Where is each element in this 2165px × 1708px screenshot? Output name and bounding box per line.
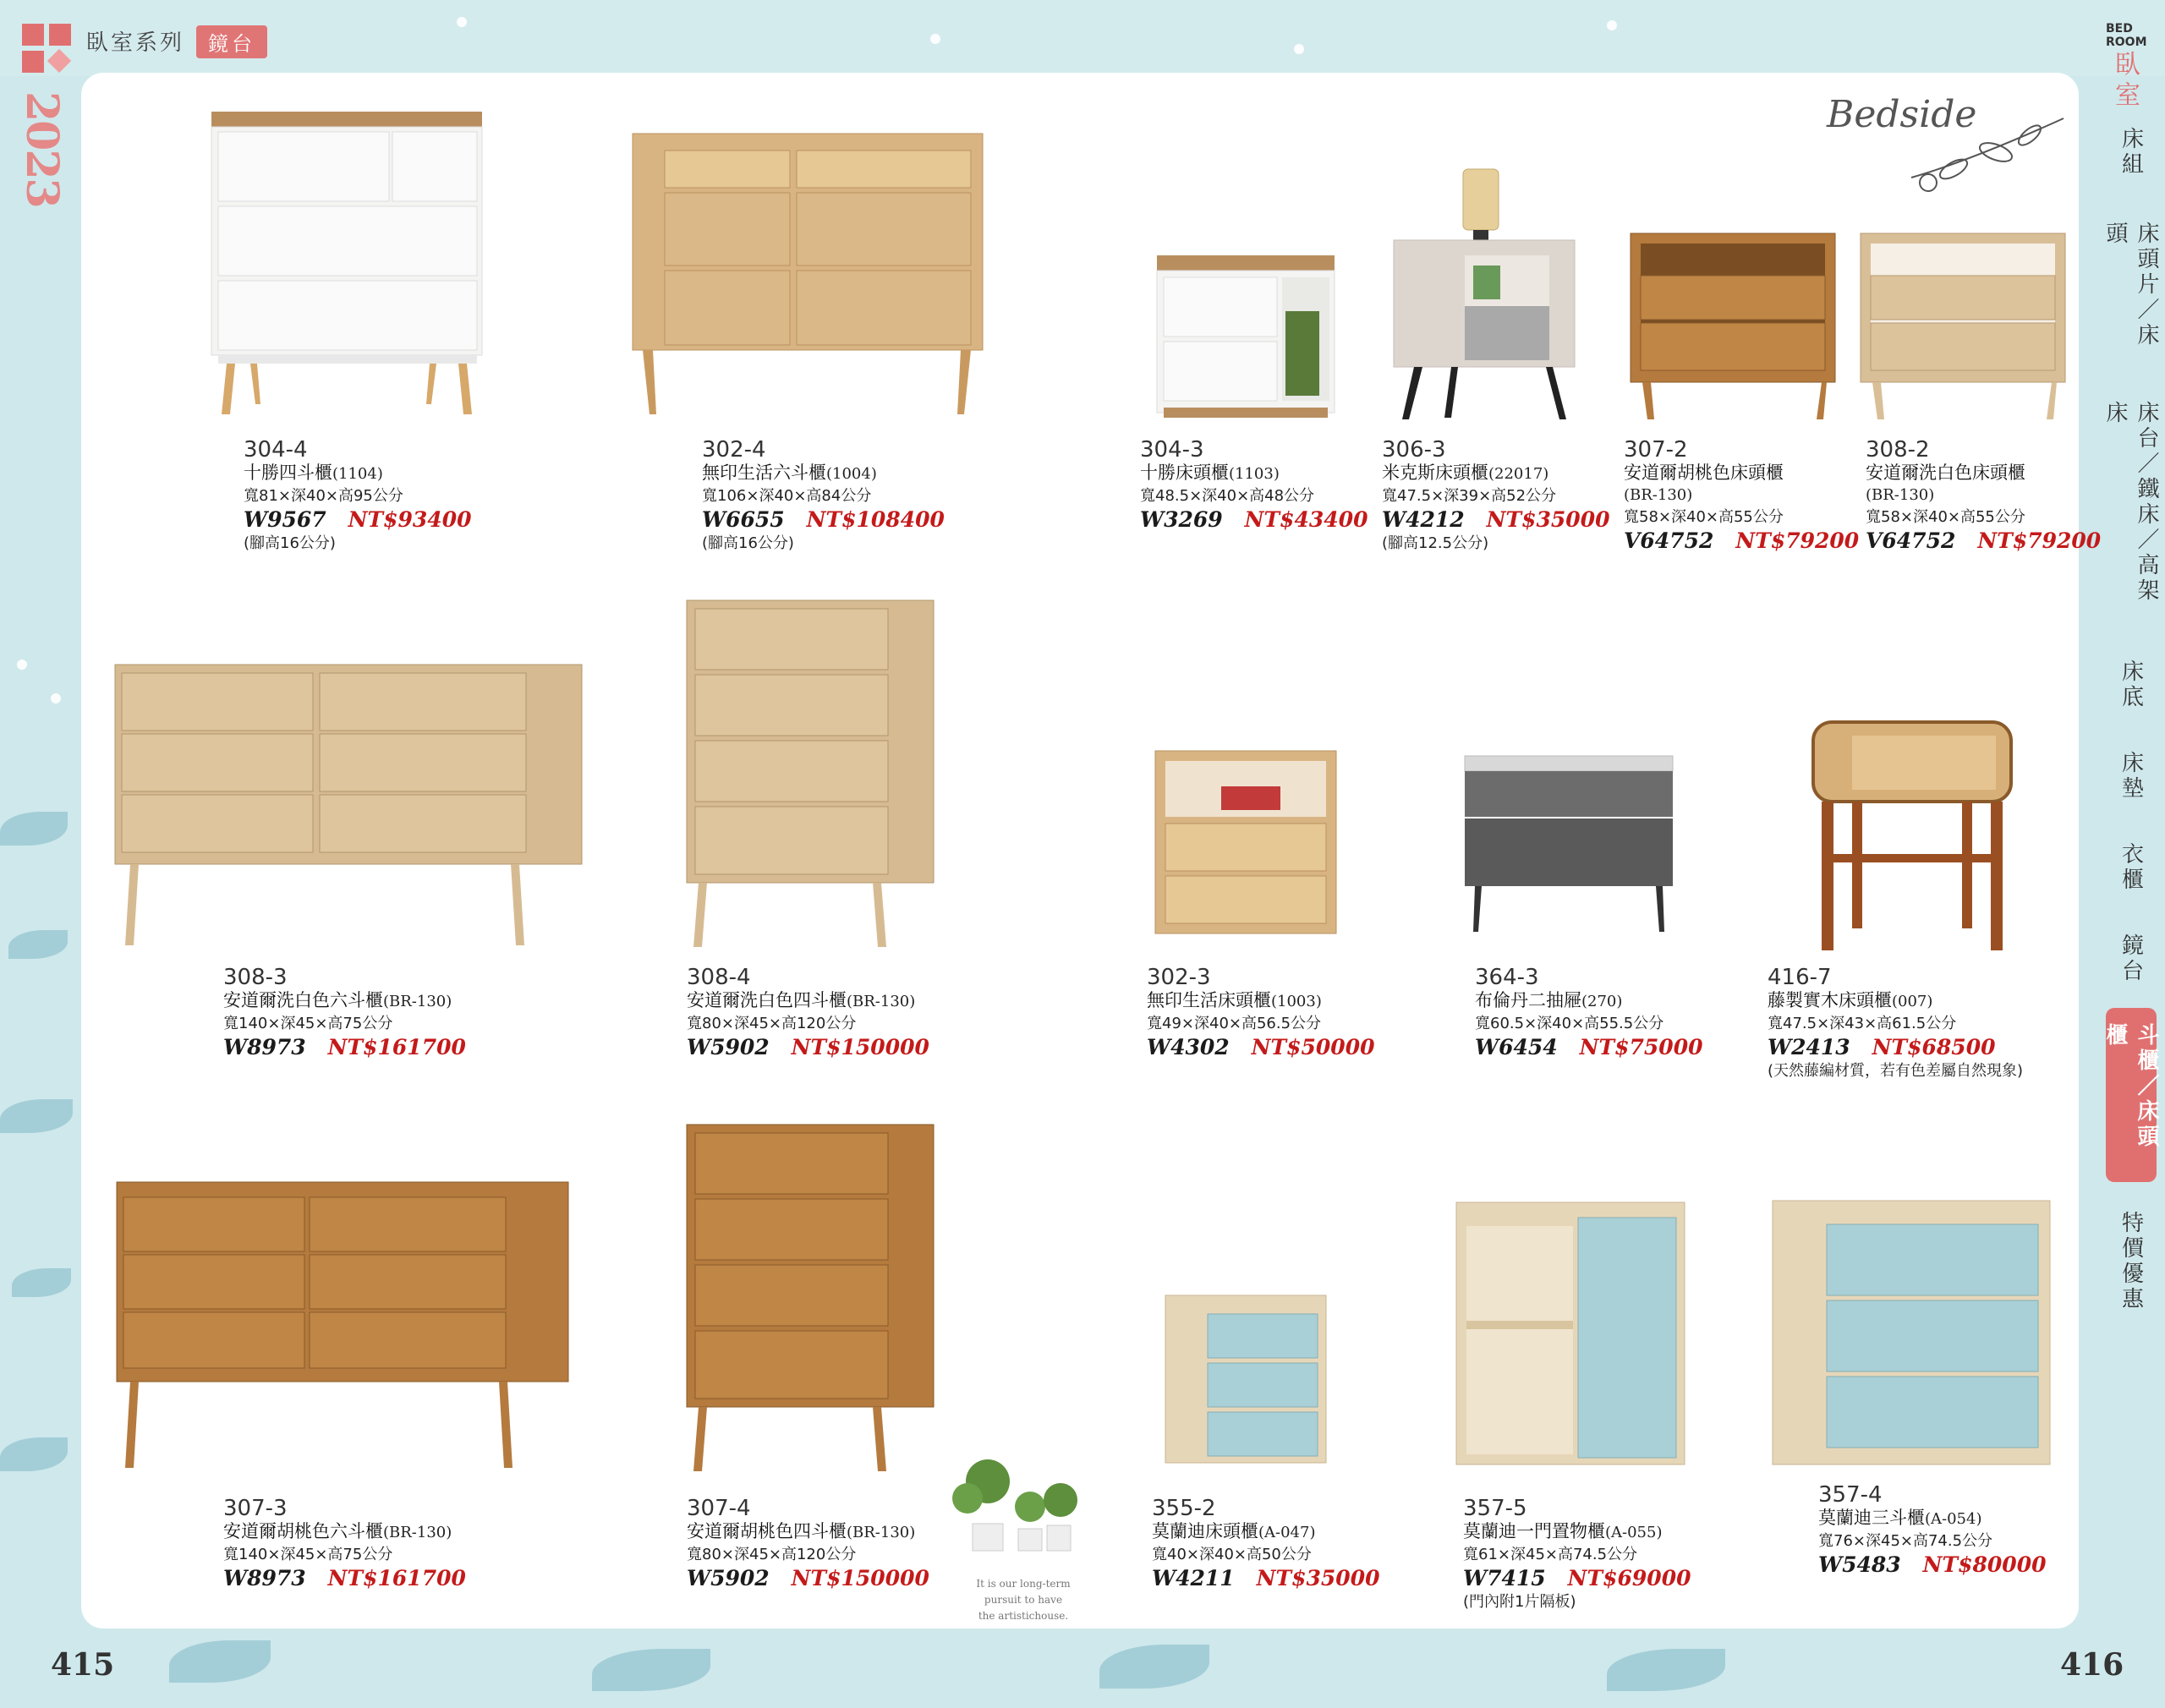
product-code: 416-7 [1768, 965, 1832, 990]
product-sku: W2413 [1768, 1035, 1850, 1059]
product-image-357-5 [1455, 1201, 1686, 1466]
product-dimensions: 寬61×深45×高74.5公分 [1463, 1546, 1638, 1563]
product-price: NT$79200 [1977, 528, 2102, 553]
product-price: NT$161700 [327, 1035, 466, 1059]
product-price: NT$80000 [1922, 1552, 2047, 1577]
product-sku: W7415 [1463, 1566, 1546, 1590]
product-model: (007) [1892, 993, 1933, 1010]
product-code: 308-2 [1866, 437, 1930, 463]
side-label-en: BED ROOM [2106, 22, 2147, 49]
quote-text: It is our long-term pursuit to have the artistichouse. [976, 1578, 1071, 1622]
product-dimensions: 寬58×深40×高55公分 [1624, 508, 1784, 526]
year-label: 2023 [16, 91, 68, 207]
product-name: 十勝四斗櫃 [244, 463, 332, 483]
dot-decoration [17, 660, 27, 670]
product-name: 米克斯床頭櫃 [1382, 463, 1488, 483]
product-model: (1104) [332, 465, 383, 483]
product-name: 無印生活六斗櫃 [702, 463, 826, 483]
leaf-decoration [0, 812, 68, 846]
product-sku: V64752 [1866, 528, 1956, 553]
nav-item-bed-base[interactable]: 床底 [2118, 660, 2144, 710]
product-sku: W5902 [687, 1566, 770, 1590]
product-sku: V64752 [1624, 528, 1714, 553]
product-price: NT$93400 [348, 507, 472, 532]
logo-squares [22, 24, 74, 76]
product-code: 304-4 [244, 437, 308, 463]
product-model: (BR-130) [383, 993, 452, 1010]
product-price: NT$50000 [1251, 1035, 1375, 1059]
product-code: 307-4 [687, 1496, 751, 1521]
nav-item-headboard[interactable]: 床頭片／床頭 [2102, 222, 2159, 348]
nav-item-mattress[interactable]: 床墊 [2118, 751, 2144, 802]
product-sku: W4302 [1147, 1035, 1230, 1059]
product-model: (BR-130) [847, 1524, 916, 1541]
product-sku: W6454 [1475, 1035, 1558, 1059]
product-sku: W4211 [1152, 1566, 1235, 1590]
product-card [244, 438, 471, 555]
product-code: 306-3 [1382, 437, 1446, 463]
product-model: (1103) [1229, 465, 1280, 483]
dot-decoration [457, 17, 467, 27]
product-image-308-3 [113, 663, 584, 945]
product-card [1382, 438, 1609, 555]
page-number-right: 416 [2060, 1647, 2124, 1683]
product-model: (A-055) [1605, 1524, 1663, 1541]
product-image-308-4 [685, 599, 935, 947]
product-dimensions: 寬58×深40×高55公分 [1866, 508, 2025, 526]
product-name: 藤製實木床頭櫃 [1768, 990, 1892, 1010]
leaf-decoration [8, 930, 68, 959]
product-price: NT$43400 [1244, 507, 1368, 532]
product-note: (門內附1片隔板) [1463, 1593, 1576, 1611]
product-image-416-7 [1810, 719, 2014, 952]
product-dimensions: 寬48.5×深40×高48公分 [1140, 487, 1315, 505]
product-name: 布倫丹二抽屜 [1475, 990, 1581, 1010]
leaf-decoration [1607, 1649, 1725, 1691]
product-dimensions: 寬140×深45×高75公分 [223, 1015, 393, 1032]
product-card [1768, 966, 2023, 1082]
product-dimensions: 寬80×深45×高120公分 [687, 1015, 857, 1032]
product-card [223, 966, 466, 1060]
side-label-zh: 臥室 [2110, 51, 2140, 112]
product-card [687, 966, 929, 1060]
product-sku: W5902 [687, 1035, 770, 1059]
product-name: 十勝床頭櫃 [1140, 463, 1229, 483]
leaf-decoration [0, 1437, 68, 1471]
nav-item-bed-set[interactable]: 床組 [2118, 127, 2144, 178]
product-name: 安道爾胡桃色四斗櫃 [687, 1521, 847, 1541]
category-tag: 鏡台 [196, 25, 267, 58]
product-code: 307-2 [1624, 437, 1688, 463]
product-price: NT$75000 [1579, 1035, 1703, 1059]
dot-decoration [1294, 44, 1304, 54]
product-sku: W8973 [223, 1035, 306, 1059]
nav-item-chest-nightstand[interactable]: 斗櫃／床頭櫃 [2106, 1008, 2157, 1182]
product-code: 355-2 [1152, 1496, 1216, 1521]
product-sku: W4212 [1382, 507, 1465, 532]
leaf-decoration [592, 1649, 710, 1691]
product-model: (1003) [1271, 993, 1322, 1010]
product-image-304-4 [210, 110, 484, 414]
product-code: 308-3 [223, 965, 288, 990]
product-card [702, 438, 945, 555]
product-dimensions: 寬106×深40×高84公分 [702, 487, 872, 505]
leaf-decoration [0, 1099, 73, 1133]
product-price: NT$35000 [1256, 1566, 1380, 1590]
page-number-left: 415 [51, 1647, 115, 1683]
product-image-307-4 [685, 1123, 935, 1471]
product-name: 安道爾洗白色六斗櫃 [223, 990, 383, 1010]
nav-item-dresser[interactable]: 鏡台 [2118, 933, 2144, 984]
product-code: 307-3 [223, 1496, 288, 1521]
bedside-title: Bedside [1827, 93, 1977, 136]
dot-decoration [51, 693, 61, 703]
product-image-364-3 [1463, 754, 1674, 932]
product-name: 安道爾洗白色床頭櫃 [1866, 463, 2025, 483]
product-card [1866, 438, 2101, 554]
product-model: (BR-130) [1866, 486, 1935, 504]
product-sku: W5483 [1818, 1552, 1901, 1577]
product-card [687, 1497, 929, 1591]
product-card [1152, 1497, 1379, 1591]
product-name: 無印生活床頭櫃 [1147, 990, 1271, 1010]
product-note: (腳高16公分) [702, 534, 794, 552]
product-name: 安道爾胡桃色六斗櫃 [223, 1521, 383, 1541]
header-band [0, 0, 2165, 76]
product-dimensions: 寬140×深45×高75公分 [223, 1546, 393, 1563]
dot-decoration [1607, 20, 1617, 30]
product-code: 364-3 [1475, 965, 1539, 990]
product-image-357-4 [1771, 1199, 2052, 1466]
product-model: (BR-130) [383, 1524, 452, 1541]
product-model: (BR-130) [1624, 486, 1693, 504]
product-card [1475, 966, 1702, 1060]
product-price: NT$69000 [1567, 1566, 1691, 1590]
product-dimensions: 寬47.5×深39×高52公分 [1382, 487, 1557, 505]
product-model: (270) [1581, 993, 1623, 1010]
plant-pots-icon [942, 1448, 1091, 1557]
product-name: 安道爾胡桃色床頭櫃 [1624, 463, 1784, 483]
product-image-307-3 [115, 1180, 570, 1468]
series-title: 臥室系列 [86, 30, 185, 56]
product-name: 安道爾洗白色四斗櫃 [687, 990, 847, 1010]
product-name: 莫蘭迪三斗櫃 [1818, 1508, 1925, 1528]
product-dimensions: 寬40×深40×高50公分 [1152, 1546, 1312, 1563]
product-sku: W9567 [244, 507, 326, 532]
product-model: (A-047) [1258, 1524, 1316, 1541]
product-image-302-4 [631, 132, 986, 414]
product-note: (腳高12.5公分) [1382, 534, 1489, 552]
product-price: NT$68500 [1872, 1035, 1996, 1059]
flower-branch-icon [1903, 110, 2072, 194]
product-name: 莫蘭迪床頭櫃 [1152, 1521, 1258, 1541]
product-model: (22017) [1488, 465, 1549, 483]
product-model: (A-054) [1925, 1510, 1982, 1528]
product-model: (BR-130) [847, 993, 916, 1010]
product-code: 357-4 [1818, 1482, 1883, 1508]
nav-item-bed-frame[interactable]: 床台／鐵床／高架床 [2102, 401, 2159, 604]
product-dimensions: 寬76×深45×高74.5公分 [1818, 1532, 1993, 1550]
product-price: NT$150000 [791, 1035, 929, 1059]
product-dimensions: 寬60.5×深40×高55.5公分 [1475, 1015, 1664, 1032]
product-image-306-3 [1392, 166, 1576, 419]
product-note: (腳高16公分) [244, 534, 336, 552]
leaf-decoration [169, 1640, 271, 1683]
product-code: 308-4 [687, 965, 751, 990]
product-code: 302-3 [1147, 965, 1211, 990]
product-price: NT$150000 [791, 1566, 929, 1590]
product-code: 304-3 [1140, 437, 1204, 463]
product-card [1463, 1497, 1691, 1613]
product-card [1147, 966, 1374, 1060]
product-price: NT$108400 [806, 507, 945, 532]
nav-item-wardrobe[interactable]: 衣櫃 [2118, 842, 2144, 893]
product-code: 357-5 [1463, 1496, 1527, 1521]
product-sku: W3269 [1140, 507, 1223, 532]
leaf-decoration [12, 1268, 71, 1297]
product-price: NT$79200 [1735, 528, 1860, 553]
product-dimensions: 寬47.5×深43×高61.5公分 [1768, 1015, 1957, 1032]
dot-decoration [930, 34, 940, 44]
product-price: NT$161700 [327, 1566, 466, 1590]
product-name: 莫蘭迪一門置物櫃 [1463, 1521, 1605, 1541]
product-dimensions: 寬81×深40×高95公分 [244, 487, 403, 505]
product-image-302-3 [1154, 749, 1338, 937]
product-image-307-2 [1629, 232, 1837, 419]
product-code: 302-4 [702, 437, 766, 463]
leaf-decoration [1099, 1645, 1209, 1689]
product-card [1624, 438, 1859, 554]
product-card [223, 1497, 466, 1591]
product-sku: W6655 [702, 507, 785, 532]
product-card [1140, 438, 1368, 533]
product-note: (天然藤編材質，若有色差屬自然現象) [1768, 1062, 2024, 1080]
product-dimensions: 寬49×深40×高56.5公分 [1147, 1015, 1322, 1032]
product-dimensions: 寬80×深45×高120公分 [687, 1546, 857, 1563]
product-model: (1004) [826, 465, 877, 483]
nav-item-special-offer[interactable]: 特價優惠 [2118, 1211, 2144, 1312]
product-image-355-2 [1164, 1294, 1328, 1464]
product-sku: W8973 [223, 1566, 306, 1590]
product-card [1818, 1483, 2046, 1578]
product-price: NT$35000 [1486, 507, 1610, 532]
product-image-304-3 [1155, 254, 1336, 419]
product-image-308-2 [1859, 232, 2067, 419]
